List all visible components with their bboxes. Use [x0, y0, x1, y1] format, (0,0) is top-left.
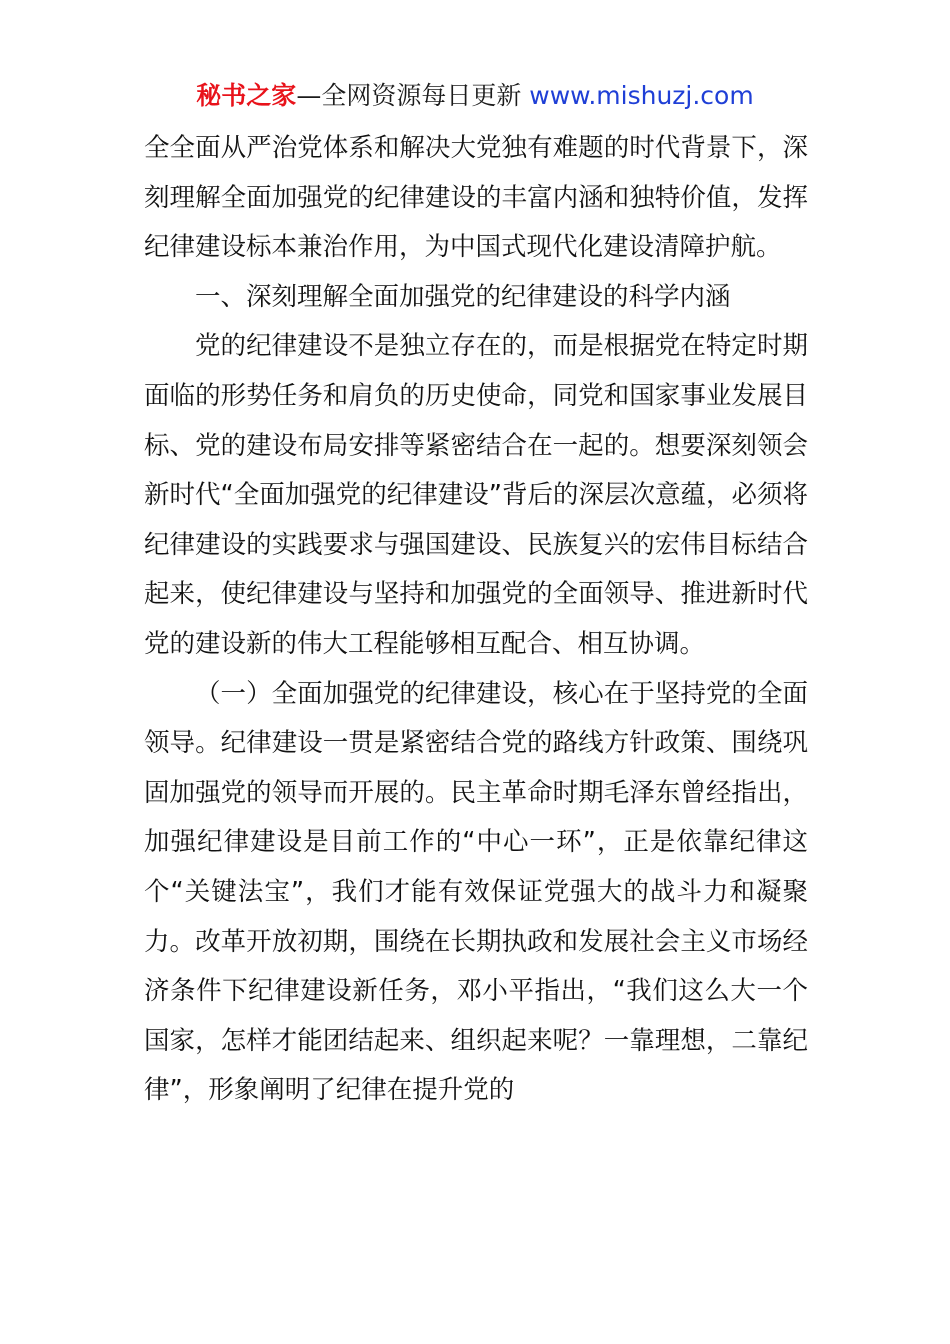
section-heading: 一、深刻理解全面加强党的纪律建设的科学内涵	[195, 281, 731, 312]
paragraph: （一）全面加强党的纪律建设，核心在于坚持党的全面领导。纪律建设一贯是紧密结合党的路线方针政策、围绕巩固加强党的领导而开展的。民主革命时期毛泽东曾经指出，加强纪律建设是目前工作的“中心一环”，正是依靠纪律这个“关键法宝”，我们才能有效保证党强大的战斗力和凝聚力。改革开放初期，围绕在长期执政和发展社会主义市场经济条件下纪律建设新任务，邓小平指出，“我们这么大一个国家，怎样才能团结起来、组织起来呢？一靠理想，二靠纪律”，形象阐明了纪律在提升党的	[144, 678, 808, 1106]
paragraph-continued: 全全面从严治党体系和解决大党独有难题的时代背景下，深刻理解全面加强党的纪律建设的丰富内涵和独特价值，发挥纪律建设标本兼治作用，为中国式现代化建设清障护航。	[144, 133, 808, 263]
paragraph: 党的纪律建设不是独立存在的，而是根据党在特定时期面临的形势任务和肩负的历史使命，同党和国家事业发展目标、党的建设布局安排等紧密结合在一起的。想要深刻领会新时代“全面加强党的纪律建设”背后的深层次意蕴，必须将纪律建设的实践要求与强国建设、民族复兴的宏伟目标结合起来，使纪律建设与坚持和加强党的全面领导、推进新时代党的建设新的伟大工程能够相互配合、相互协调。	[144, 331, 808, 659]
site-tagline: —全网资源每日更新	[296, 81, 522, 110]
site-header	[0, 78, 950, 114]
site-brand: 秘书之家	[196, 81, 297, 110]
site-url-link[interactable]: www.mishuzj.com	[529, 81, 754, 110]
document-body	[144, 124, 808, 1116]
